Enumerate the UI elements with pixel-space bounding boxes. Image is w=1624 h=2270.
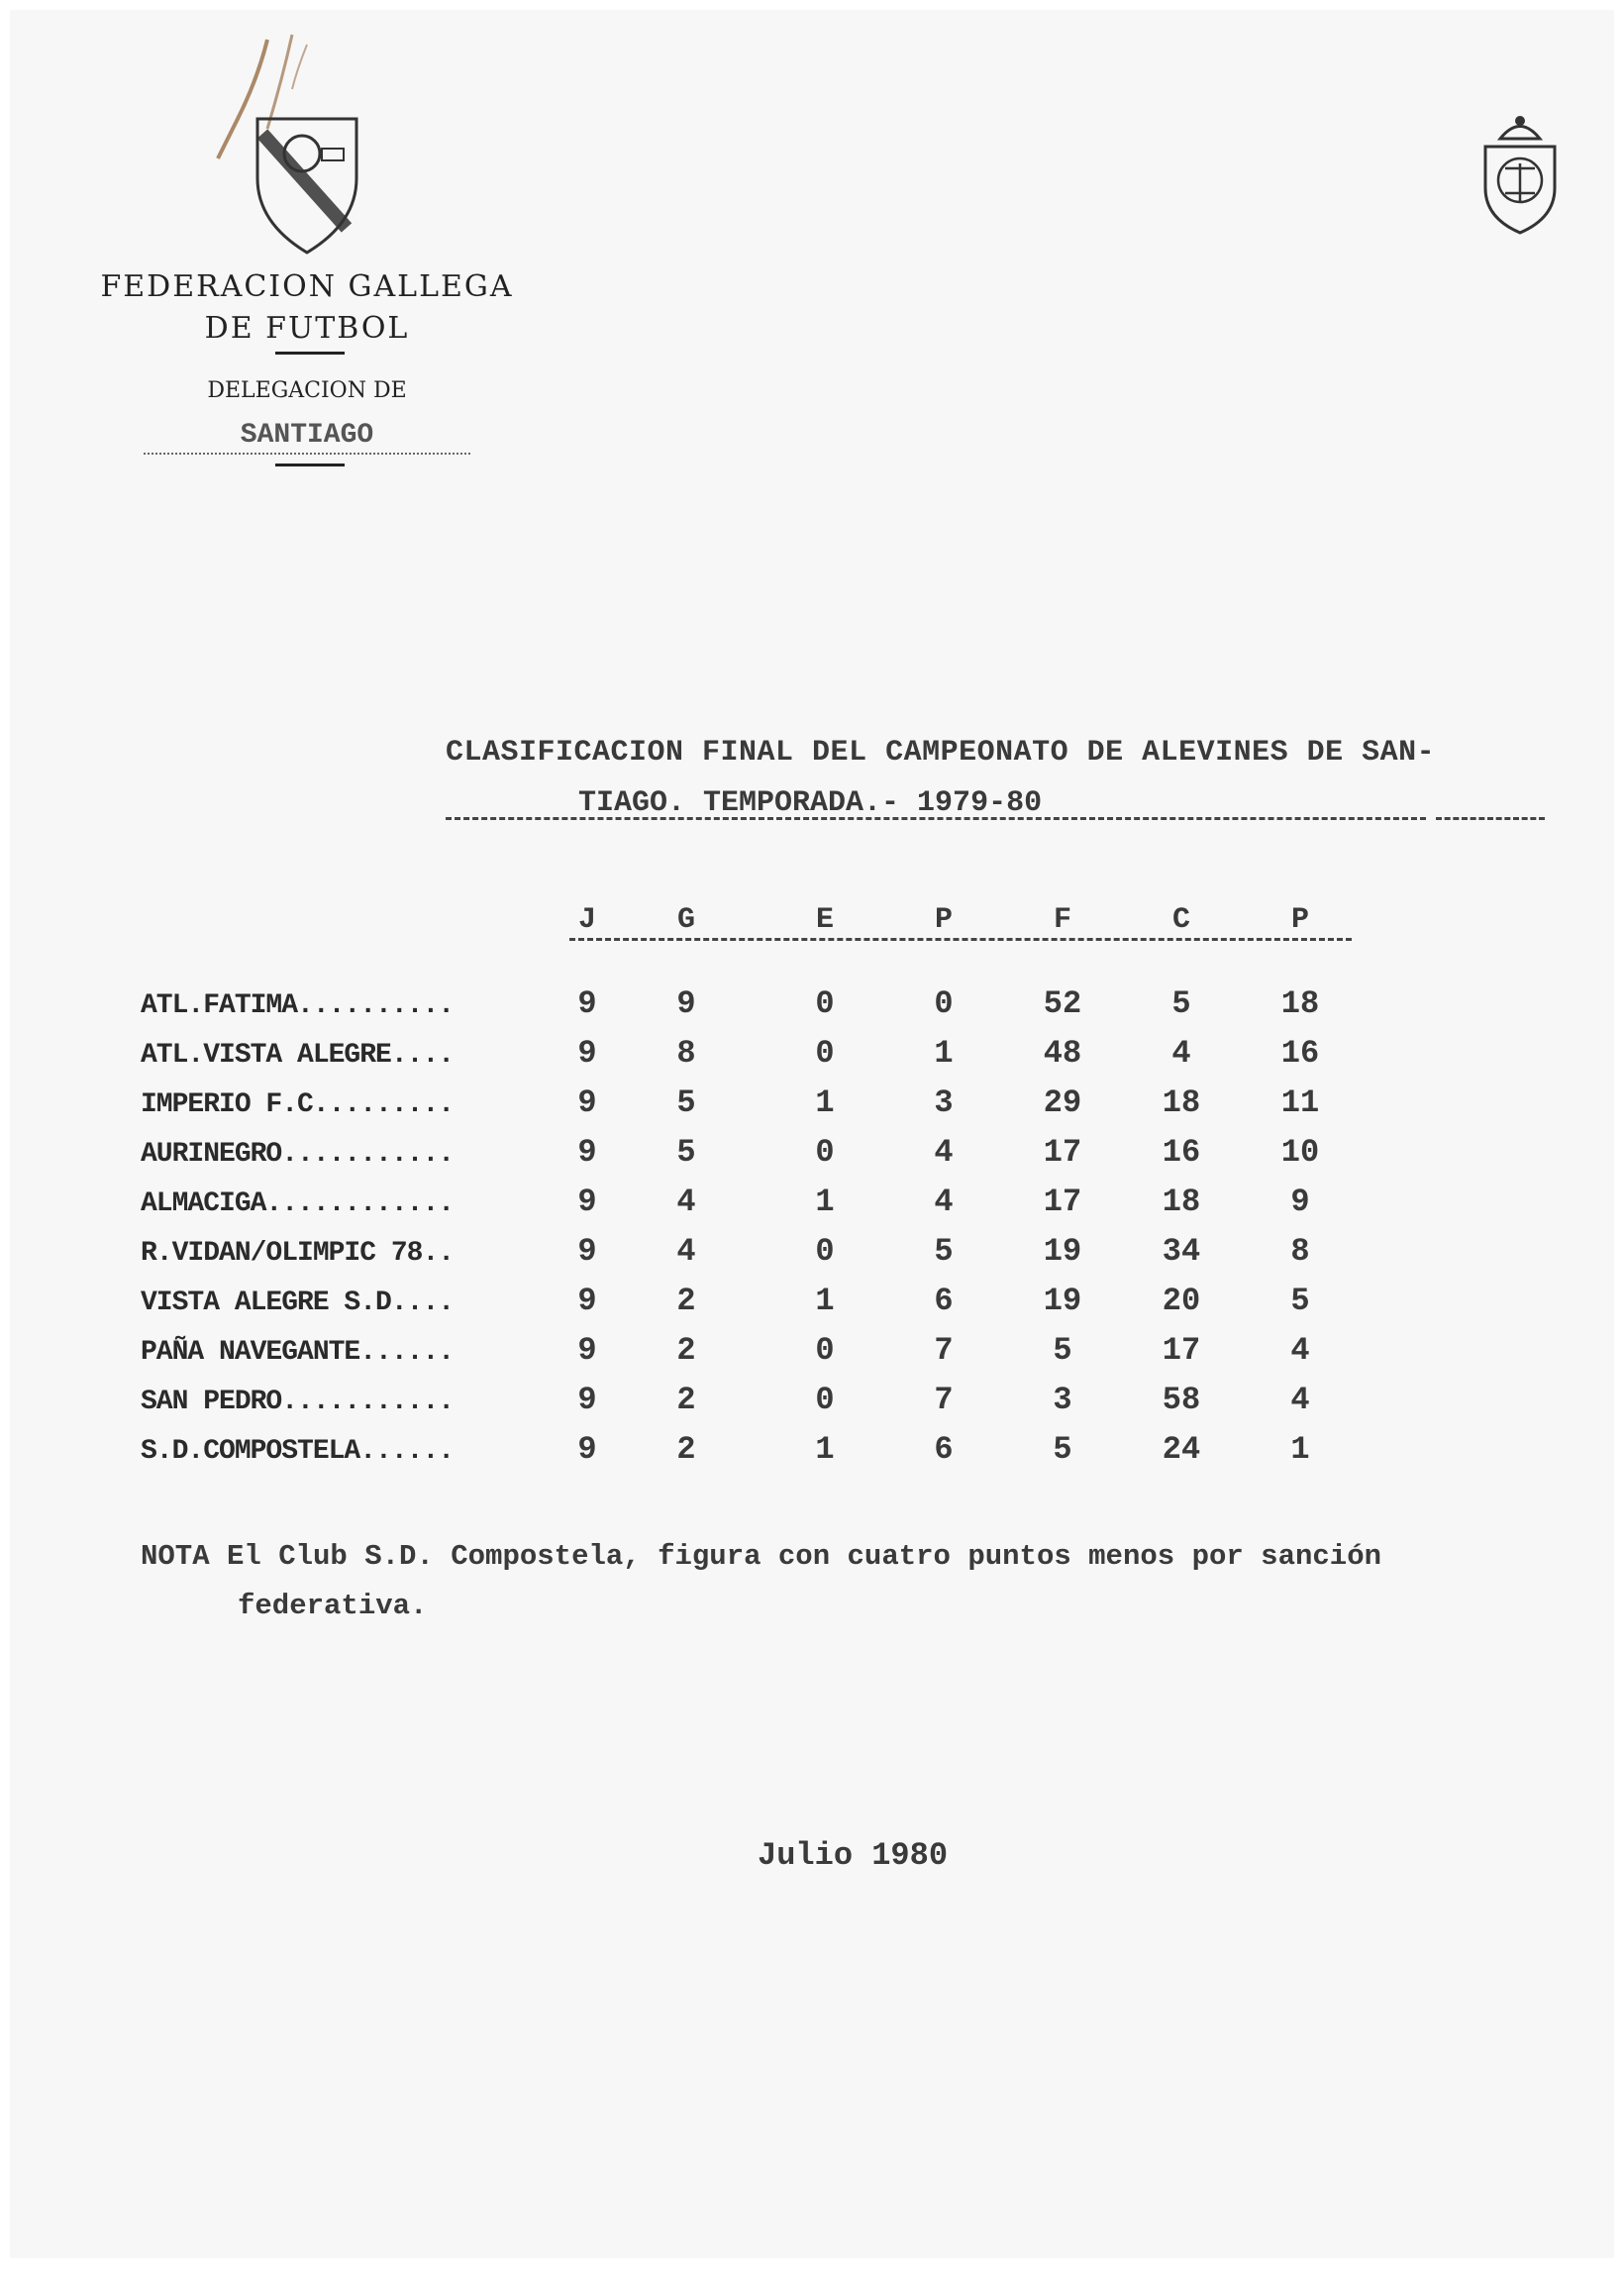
team-name: PAÑA NAVEGANTE...... [141,1337,455,1368]
goals-against-value: 5 [1171,985,1191,1022]
played-value: 9 [577,1382,597,1418]
federation-crest-icon [248,109,366,258]
lost-value: 3 [934,1084,954,1121]
goals-for-value: 48 [1043,1035,1082,1072]
won-value: 9 [676,985,696,1022]
played-value: 9 [577,1084,597,1121]
drawn-value: 1 [815,1084,835,1121]
lost-value: 0 [934,985,954,1022]
team-name: VISTA ALEGRE S.D.... [141,1288,455,1318]
document-title-line1: CLASIFICACION FINAL DEL CAMPEONATO DE ALEVINES DE SAN- [446,736,1436,770]
header-won: G [676,903,695,937]
team-name: ATL.FATIMA.......... [141,990,455,1021]
letterhead-divider [275,352,345,355]
header-lost: P [934,903,953,937]
drawn-value: 1 [815,1283,835,1319]
won-value: 5 [676,1084,696,1121]
drawn-value: 1 [815,1431,835,1468]
team-name: IMPERIO F.C......... [141,1089,455,1120]
goals-for-value: 19 [1043,1283,1082,1319]
played-value: 9 [577,1233,597,1270]
points-value: 4 [1290,1332,1310,1369]
header-goals-against: C [1171,903,1190,937]
note-line2: federativa. [238,1590,428,1622]
lost-value: 6 [934,1431,954,1468]
points-value: 9 [1290,1184,1310,1220]
goals-for-value: 5 [1053,1431,1072,1468]
header-underline [569,938,1352,941]
team-name: AURINEGRO........... [141,1139,455,1170]
goals-against-value: 34 [1162,1233,1201,1270]
goals-for-value: 19 [1043,1233,1082,1270]
document-date: Julio 1980 [758,1837,949,1874]
points-value: 4 [1290,1382,1310,1418]
played-value: 9 [577,1332,597,1369]
goals-against-value: 17 [1162,1332,1201,1369]
points-value: 11 [1280,1084,1320,1121]
goals-against-value: 58 [1162,1382,1201,1418]
team-name: R.VIDAN/OLIMPIC 78.. [141,1238,455,1269]
lost-value: 7 [934,1382,954,1418]
points-value: 16 [1280,1035,1320,1072]
lost-value: 4 [934,1184,954,1220]
played-value: 9 [577,1184,597,1220]
played-value: 9 [577,1035,597,1072]
won-value: 2 [676,1332,696,1369]
lost-value: 4 [934,1134,954,1171]
goals-against-value: 20 [1162,1283,1201,1319]
goals-for-value: 3 [1053,1382,1072,1418]
team-name: S.D.COMPOSTELA...... [141,1436,455,1467]
won-value: 5 [676,1134,696,1171]
played-value: 9 [577,985,597,1022]
won-value: 2 [676,1382,696,1418]
played-value: 9 [577,1431,597,1468]
drawn-value: 0 [815,1382,835,1418]
goals-for-value: 29 [1043,1084,1082,1121]
lost-value: 7 [934,1332,954,1369]
header-points: P [1290,903,1309,937]
title-underline [1436,817,1545,820]
points-value: 5 [1290,1283,1310,1319]
goals-against-value: 18 [1162,1184,1201,1220]
points-value: 10 [1280,1134,1320,1171]
goals-against-value: 4 [1171,1035,1191,1072]
note-line1: NOTA El Club S.D. Compostela, figura con cuatro puntos menos por sanción [141,1540,1382,1573]
goals-for-value: 52 [1043,985,1082,1022]
header-drawn: E [815,903,834,937]
federation-name-line2: DE FUTBOL [204,311,410,346]
drawn-value: 0 [815,1035,835,1072]
won-value: 4 [676,1184,696,1220]
drawn-value: 0 [815,1233,835,1270]
won-value: 8 [676,1035,696,1072]
team-name: ALMACIGA............ [141,1188,455,1219]
points-value: 1 [1290,1431,1310,1468]
drawn-value: 0 [815,985,835,1022]
document-title-line2: TIAGO. TEMPORADA.- 1979-80 [578,786,1043,820]
header-goals-for: F [1053,903,1071,937]
royal-crest-icon [1475,109,1565,238]
won-value: 4 [676,1233,696,1270]
team-name: ATL.VISTA ALEGRE.... [141,1040,455,1071]
points-value: 18 [1280,985,1320,1022]
goals-for-value: 17 [1043,1134,1082,1171]
drawn-value: 0 [815,1134,835,1171]
delegation-label: DELEGACION DE [207,378,407,403]
document-page [10,10,1614,2258]
drawn-value: 1 [815,1184,835,1220]
drawn-value: 0 [815,1332,835,1369]
goals-against-value: 16 [1162,1134,1201,1171]
delegation-city: SANTIAGO [144,420,470,455]
lost-value: 1 [934,1035,954,1072]
goals-for-value: 5 [1053,1332,1072,1369]
goals-against-value: 24 [1162,1431,1201,1468]
goals-against-value: 18 [1162,1084,1201,1121]
lost-value: 6 [934,1283,954,1319]
won-value: 2 [676,1431,696,1468]
title-underline [446,817,1426,820]
won-value: 2 [676,1283,696,1319]
played-value: 9 [577,1283,597,1319]
played-value: 9 [577,1134,597,1171]
points-value: 8 [1290,1233,1310,1270]
goals-for-value: 17 [1043,1184,1082,1220]
federation-name-line1: FEDERACION GALLEGA [100,269,514,304]
header-played: J [577,903,596,937]
letterhead-divider [275,464,345,466]
lost-value: 5 [934,1233,954,1270]
team-name: SAN PEDRO........... [141,1387,455,1417]
